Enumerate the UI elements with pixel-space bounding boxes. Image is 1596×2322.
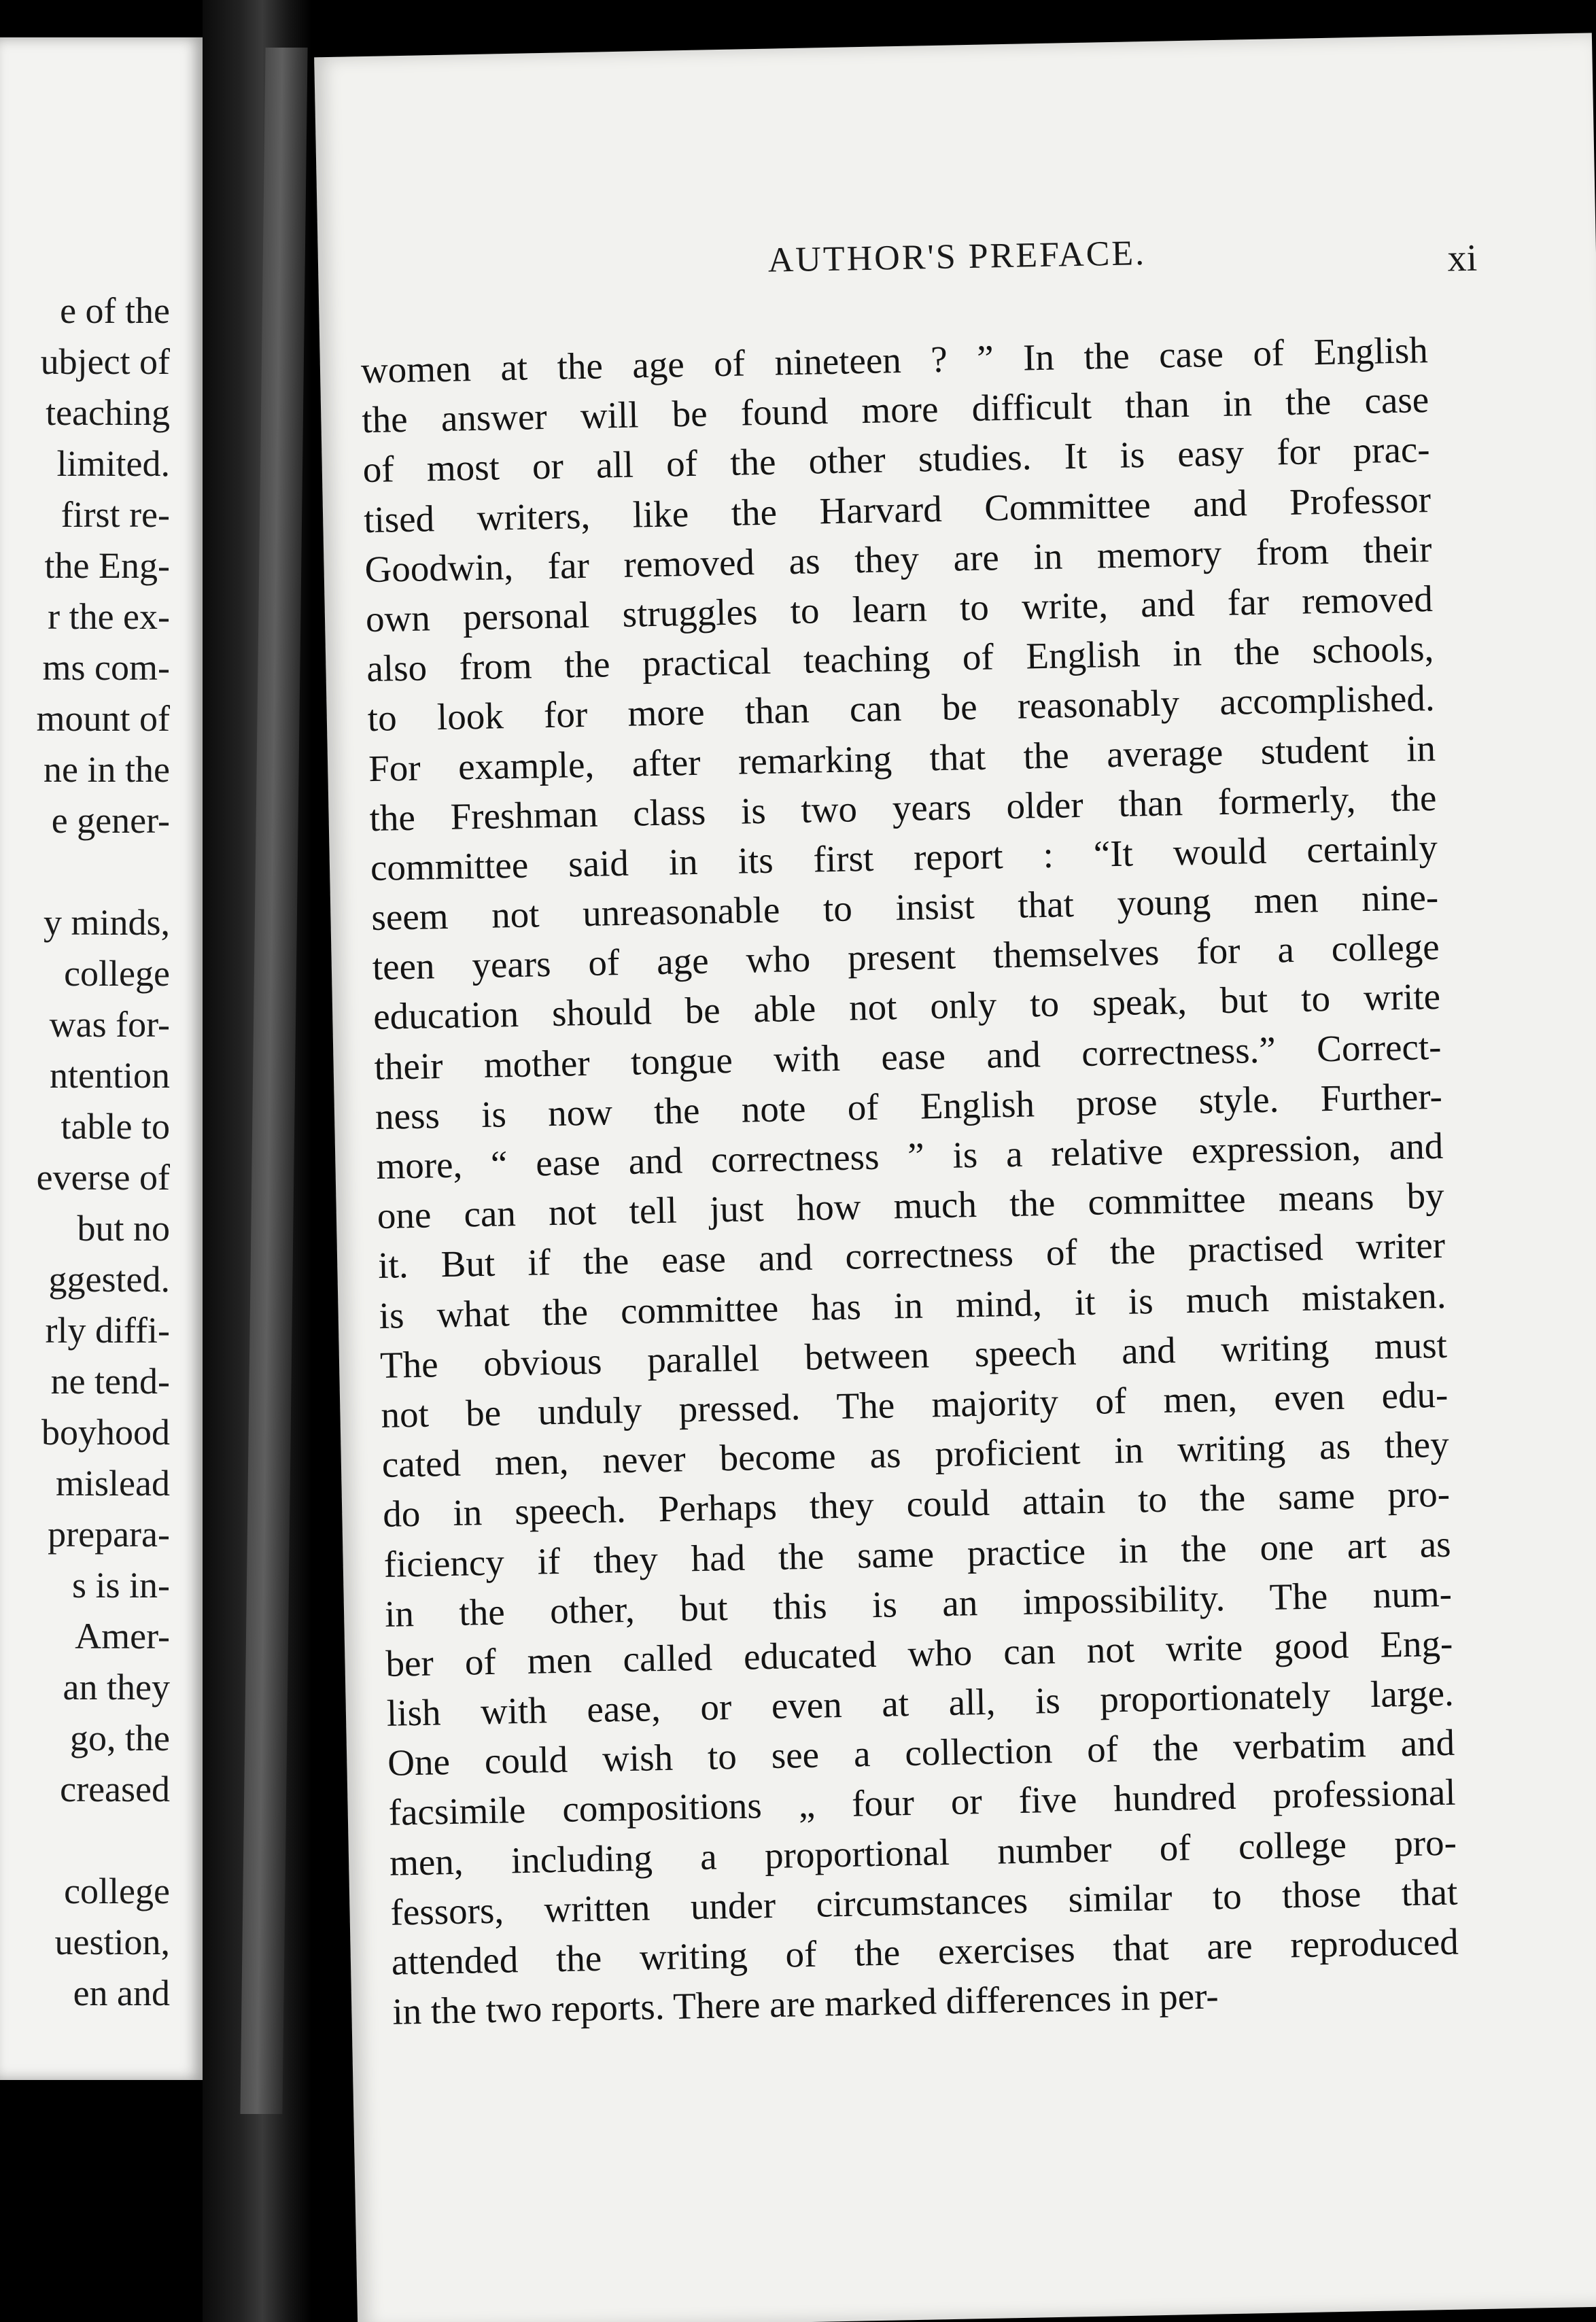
text-line: their mother tongue with ease and correctness.” Correct- bbox=[374, 1025, 1442, 1088]
page-xi bbox=[314, 33, 1596, 2322]
previous-page-line: teaching bbox=[46, 392, 170, 433]
text-line: not be unduly pressed. The majority of men, even edu- bbox=[380, 1373, 1448, 1436]
text-line: cated men, never become as proficient in writing as they bbox=[381, 1423, 1450, 1486]
text-line: in the other, but this is an impossibility. The num- bbox=[384, 1572, 1453, 1635]
text-line: tised writers, like the Harvard Committee and Professor bbox=[363, 478, 1432, 540]
text-line: it. But if the ease and correctness of the practised writer bbox=[377, 1224, 1446, 1287]
text-line: do in speech. Perhaps they could attain to the same pro- bbox=[382, 1473, 1451, 1536]
text-line: facsimile compositions „ four or five hundred professional bbox=[388, 1771, 1457, 1834]
previous-page-line: prepara- bbox=[48, 1514, 170, 1555]
previous-page-line: boyhood bbox=[41, 1412, 170, 1453]
previous-page-line: go, the bbox=[70, 1718, 170, 1758]
text-line: one can not tell just how much the committee means by bbox=[377, 1175, 1445, 1237]
previous-page-line: was for- bbox=[49, 1004, 170, 1045]
running-head: AUTHOR'S PREFACE. bbox=[767, 233, 1147, 280]
previous-page-line: ne in the bbox=[44, 749, 170, 790]
previous-page-line bbox=[0, 846, 203, 897]
text-line: to look for more than can be reasonably accomplished. bbox=[367, 677, 1436, 740]
previous-page-line: college bbox=[64, 953, 170, 994]
text-line: The obvious parallel between speech and writing must bbox=[379, 1323, 1448, 1386]
previous-page-line: mislead bbox=[56, 1463, 170, 1504]
text-line: seem not unreasonable to insist that young men nine- bbox=[370, 876, 1439, 939]
previous-page-line: limited. bbox=[56, 443, 170, 484]
previous-page-line: college bbox=[64, 1871, 170, 1911]
text-line: lish with ease, or even at all, is proportionately large. bbox=[386, 1671, 1455, 1734]
text-line: fessors, written under circumstances similar to those that bbox=[389, 1871, 1458, 1933]
previous-page-text bbox=[0, 285, 203, 2019]
previous-page-line: table to bbox=[60, 1106, 170, 1147]
text-line: in the two reports. There are marked differences in per- bbox=[392, 1975, 1219, 2032]
previous-page-line: ne tend- bbox=[50, 1361, 170, 1402]
text-line: more, “ ease and correctness ” is a relative expression, and bbox=[375, 1124, 1444, 1187]
previous-page-line: Amer- bbox=[75, 1616, 170, 1657]
previous-page-line: but no bbox=[77, 1208, 170, 1249]
text-line: Goodwin, far removed as they are in memory from their bbox=[364, 527, 1432, 590]
text-line: men, including a proportional number of college pro- bbox=[389, 1821, 1457, 1884]
previous-page-line: r the ex- bbox=[48, 596, 170, 637]
previous-page-line: e gener- bbox=[51, 800, 170, 841]
text-line: attended the writing of the exercises that are reproduced bbox=[391, 1920, 1459, 1983]
previous-page-line: uestion, bbox=[54, 1922, 170, 1962]
previous-page-line: e of the bbox=[60, 290, 170, 331]
text-line: is what the committee has in mind, it is much mistaken. bbox=[379, 1274, 1446, 1336]
text-line: ficiency if they had the same practice in the one art as bbox=[383, 1523, 1452, 1585]
text-line: the answer will be found more difficult than in the case bbox=[361, 379, 1429, 441]
text-line: ber of men called educated who can not write good Eng- bbox=[385, 1622, 1453, 1684]
text-line: of most or all of the other studies. It is easy for prac- bbox=[362, 428, 1431, 491]
previous-page-line: the Eng- bbox=[44, 545, 170, 586]
text-line: One could wish to see a collection of the verbatim and bbox=[387, 1721, 1455, 1784]
previous-page-line: an they bbox=[63, 1667, 170, 1708]
previous-page-line: creased bbox=[60, 1769, 170, 1809]
text-line: ness is now the note of English prose style. Further- bbox=[375, 1075, 1443, 1137]
text-line: teen years of age who present themselves for a college bbox=[372, 926, 1440, 988]
text-line: committee said in its first report : “It would certainly bbox=[370, 826, 1438, 888]
previous-page-line: ntention bbox=[50, 1055, 170, 1096]
previous-page-line: everse of bbox=[36, 1157, 170, 1198]
text-line: women at the age of nineteen ? ” In the case of English bbox=[360, 329, 1429, 392]
text-line: also from the practical teaching of English in the schools, bbox=[366, 627, 1434, 690]
previous-page-line: ms com- bbox=[42, 647, 170, 688]
previous-page-line: y minds, bbox=[43, 902, 170, 943]
page-number: xi bbox=[1446, 237, 1478, 280]
body-text bbox=[360, 325, 1459, 2037]
text-line: education should be able not only to speak, but to write bbox=[372, 975, 1441, 1038]
previous-page-line: s is in- bbox=[71, 1565, 170, 1606]
text-line: For example, after remarking that the average student in bbox=[368, 727, 1436, 789]
previous-page-line: ubject of bbox=[40, 341, 170, 382]
text-line: the Freshman class is two years older than formerly, the bbox=[369, 776, 1437, 839]
previous-page-line: en and bbox=[73, 1973, 170, 2013]
previous-page-line: mount of bbox=[36, 698, 170, 739]
text-line: own personal struggles to learn to write, and far removed bbox=[365, 577, 1434, 640]
previous-page-line: ggested. bbox=[48, 1259, 170, 1300]
previous-page-edge bbox=[0, 37, 203, 2080]
previous-page-line bbox=[0, 1815, 203, 1866]
previous-page-line: rly diffi- bbox=[45, 1310, 170, 1351]
previous-page-line: first re- bbox=[60, 494, 170, 535]
